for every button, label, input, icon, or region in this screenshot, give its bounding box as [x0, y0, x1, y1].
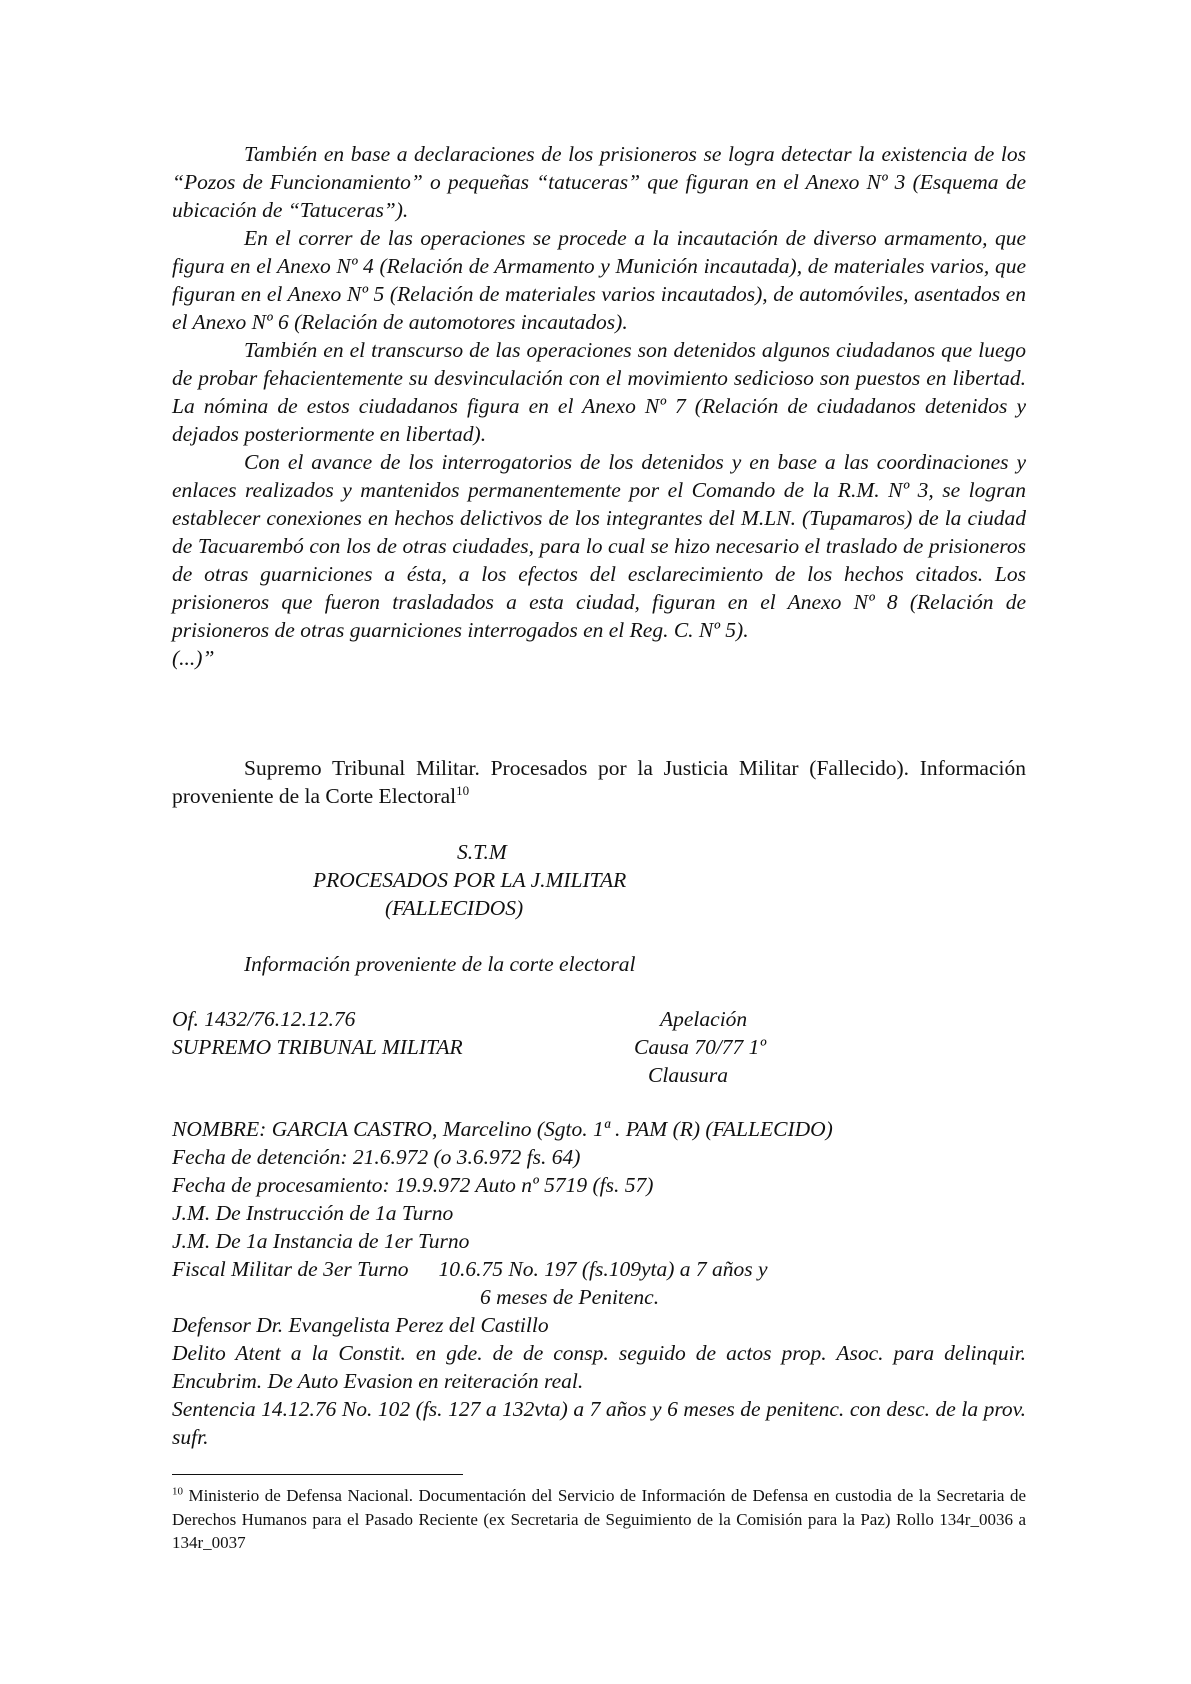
header-fallecidos: (FALLECIDOS) — [385, 896, 524, 920]
office-tribunal: SUPREMO TRIBUNAL MILITAR — [172, 1035, 463, 1059]
record-detention-date: Fecha de detención: 21.6.972 (o 3.6.972 fs. 64) — [172, 1145, 581, 1169]
record-processing-date: Fecha de procesamiento: 19.9.972 Auto nº 5719 (fs. 57) — [172, 1173, 654, 1197]
appeal-label: Apelación — [660, 1007, 748, 1031]
footnote — [172, 1484, 1026, 1555]
section-intro — [172, 754, 1026, 810]
intro-paragraph — [172, 754, 1026, 810]
footnote-ref: 10 — [456, 782, 470, 798]
quote-paragraph: En el correr de las operaciones se procede a la incautación de diverso armamento, que figura en el Anexo Nº 4 (Relación de Armamento y Munición incautada), de materiales varios, que figuran en el Anexo Nº 5 (Relación de materiales varios incautados), de automóviles, asentados en el Anexo Nº 6 (Relación de automotores incautados). — [172, 226, 1026, 334]
prisoner-record — [172, 1115, 1026, 1451]
case-number: Causa 70/77 1º — [634, 1035, 767, 1059]
header-stm: S.T.M — [457, 840, 507, 864]
office-number: Of. 1432/76.12.12.76 — [172, 1007, 356, 1031]
quote-closing: (...)” — [172, 646, 215, 670]
source-note: Información proveniente de la corte electoral — [244, 952, 636, 976]
record-name: NOMBRE: GARCIA CASTRO, Marcelino (Sgto. 1ª . PAM (R) (FALLECIDO) — [172, 1117, 833, 1141]
record-sentence: Sentencia 14.12.76 No. 102 (fs. 127 a 132vta) a 7 años y 6 meses de penitenc. con desc. de la prov. sufr. — [172, 1397, 1026, 1449]
closure-label: Clausura — [648, 1063, 729, 1087]
record-defender: Defensor Dr. Evangelista Perez del Castillo — [172, 1313, 549, 1337]
quote-paragraph: Con el avance de los interrogatorios de los detenidos y en base a las coordinaciones y enlaces realizados y mantenidos permanentemente por el Comando de la R.M. Nº 3, se logran establecer conexiones en hechos delictivos de los integrantes del M.LN. (Tupamaros) de la ciudad de Tacuarembó con los de otras ciudades, para lo cual se hizo necesario el traslado de prisioneros de otras guarniciones a ésta, a los efectos del esclarecimiento de los hechos citados. Los prisioneros que fueron trasladados a esta ciudad, figuran en el Anexo Nº 8 (Relación de prisioneros de otras guarniciones interrogados en el Reg. C. Nº 5). — [172, 450, 1026, 642]
footnote-divider — [172, 1474, 463, 1475]
intro-text: Supremo Tribunal Militar. Procesados por la Justicia Militar (Fallecido). Información proveniente de la Corte Electoral — [172, 756, 1026, 808]
quoted-report — [172, 140, 1026, 672]
prosecutor-label: Fiscal Militar de 3er Turno — [172, 1257, 409, 1281]
quote-paragraph: También en base a declaraciones de los prisioneros se logra detectar la existencia de los “Pozos de Funcionamiento” o pequeñas “tatuceras” que figuran en el Anexo Nº 3 (Esquema de ubicación de “Tatuceras”). — [172, 142, 1026, 222]
record-instance-court: J.M. De 1a Instancia de 1er Turno — [172, 1229, 470, 1253]
record-instruction-court: J.M. De Instrucción de 1a Turno — [172, 1201, 454, 1225]
record-crime: Delito Atent a la Constit. en gde. de de consp. seguido de actos prop. Asoc. para delinquir. Encubrim. De Auto Evasion en reiteración real. — [172, 1341, 1026, 1393]
header-procesados: PROCESADOS POR LA J.MILITAR — [313, 868, 627, 892]
prosecutor-request: 10.6.75 No. 197 (fs.109yta) a 7 años y — [438, 1257, 768, 1281]
footnote-number: 10 — [172, 1485, 183, 1498]
quote-paragraph: También en el transcurso de las operaciones son detenidos algunos ciudadanos que luego de probar fehacientemente su desvinculación con el movimiento sedicioso son puestos en libertad. La nómina de estos ciudadanos figura en el Anexo Nº 7 (Relación de ciudadanos detenidos y dejados posteriormente en libertad). — [172, 338, 1026, 446]
footnote-text: Ministerio de Defensa Nacional. Documentación del Servicio de Información de Defensa en custodia de la Secretaria de Derechos Humanos para el Pasado Reciente (ex Secretaria de Seguimiento de la Comisión para la Paz) Rollo 134r_0036 a 134r_0037 — [172, 1486, 1026, 1552]
record-prosecutor-continued: 6 meses de Penitenc. — [480, 1285, 660, 1309]
record-prosecutor — [172, 1255, 1026, 1283]
